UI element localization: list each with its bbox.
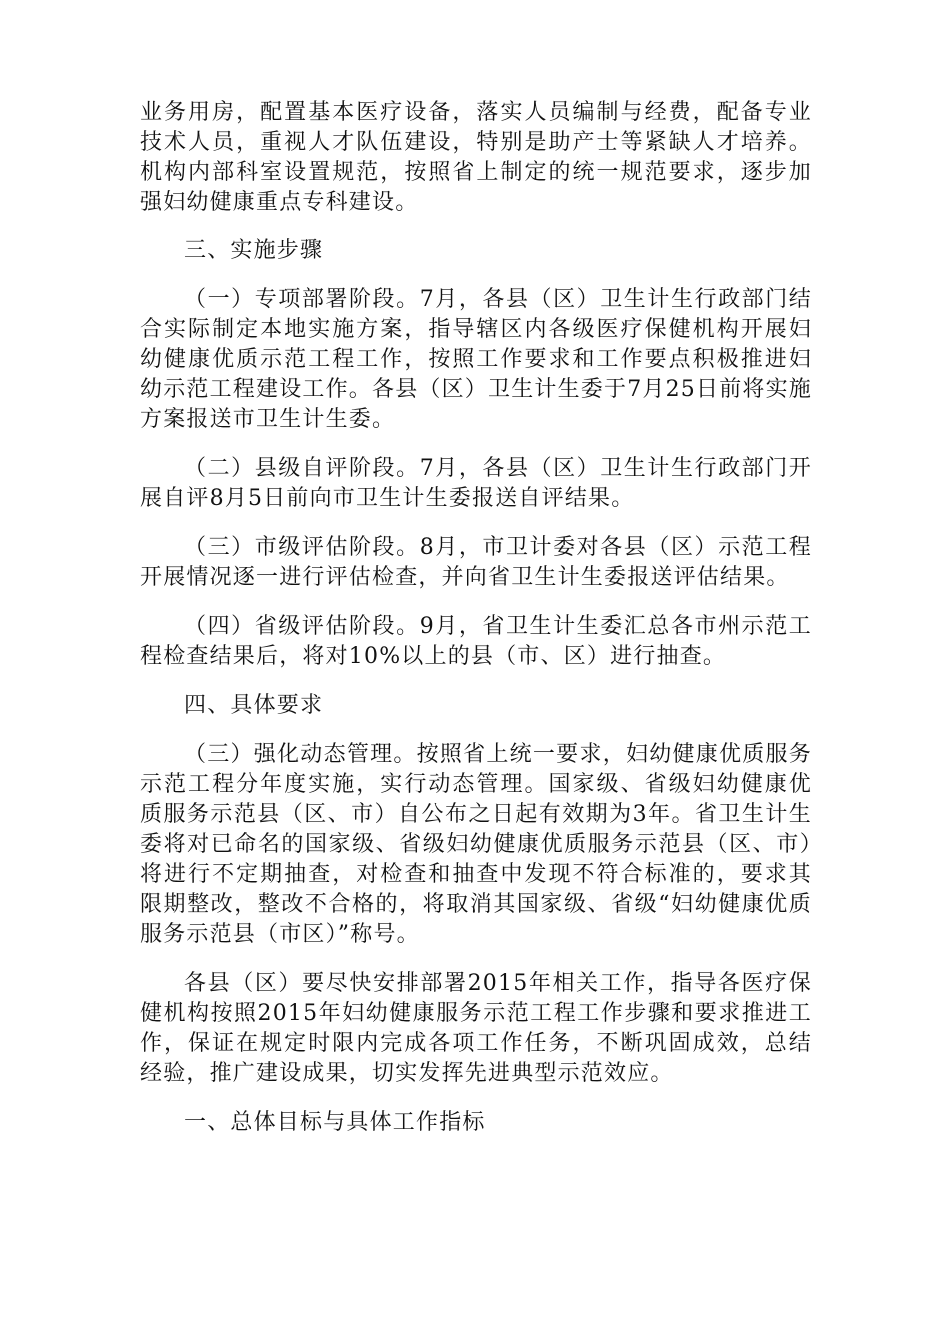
paragraph-step-city-evaluation: （三）市级评估阶段。8月，市卫计委对各县（区）示范工程开展情况逐一进行评估检查，并向省卫生计生委报送评估结果。 bbox=[140, 535, 812, 590]
paragraph-step-province-evaluation: （四）省级评估阶段。9月，省卫生计生委汇总各市州示范工程检查结果后，将对10%以上的县（市、区）进行抽查。 bbox=[140, 614, 812, 669]
paragraph-facilities: 业务用房，配置基本医疗设备，落实人员编制与经费，配备专业技术人员，重视人才队伍建设，特别是助产士等紧缺人才培养。机构内部科室设置规范，按照省上制定的统一规范要求，逐步加强妇幼健康重点专科建设。 bbox=[140, 100, 812, 215]
paragraph-step-deployment: （一）专项部署阶段。7月，各县（区）卫生计生行政部门结合实际制定本地实施方案，指导辖区内各级医疗保健机构开展妇幼健康优质示范工程工作，按照工作要求和工作要点积极推进妇幼示范工程建设工作。各县（区）卫生计生委于7月25日前将实施方案报送市卫生计生委。 bbox=[140, 287, 812, 432]
paragraph-dynamic-management: （三）强化动态管理。按照省上统一要求，妇幼健康优质服务示范工程分年度实施，实行动态管理。国家级、省级妇幼健康优质服务示范县（区、市）自公布之日起有效期为3年。省卫生计生委将对已命名的国家级、省级妇幼健康优质服务示范县（区、市）将进行不定期抽查，对检查和抽查中发现不符合标准的，要求其限期整改，整改不合格的，将取消其国家级、省级“妇幼健康优质服务示范县（市区）”称号。 bbox=[140, 742, 812, 947]
paragraph-step-county-self-evaluation: （二）县级自评阶段。7月，各县（区）卫生计生行政部门开展自评8月5日前向市卫生计生委报送自评结果。 bbox=[140, 456, 812, 511]
paragraph-2015-work-arrangement: 各县（区）要尽快安排部署2015年相关工作，指导各医疗保健机构按照2015年妇幼健康服务示范工程工作步骤和要求推进工作，保证在规定时限内完成各项工作任务，不断巩固成效，总结经验，推广建设成果，切实发挥先进典型示范效应。 bbox=[140, 971, 812, 1086]
section-heading-implementation-steps: 三、实施步骤 bbox=[184, 238, 324, 263]
section-heading-specific-requirements: 四、具体要求 bbox=[184, 693, 324, 718]
document-body bbox=[140, 98, 812, 1157]
section-heading-overall-goals: 一、总体目标与具体工作指标 bbox=[184, 1110, 486, 1135]
